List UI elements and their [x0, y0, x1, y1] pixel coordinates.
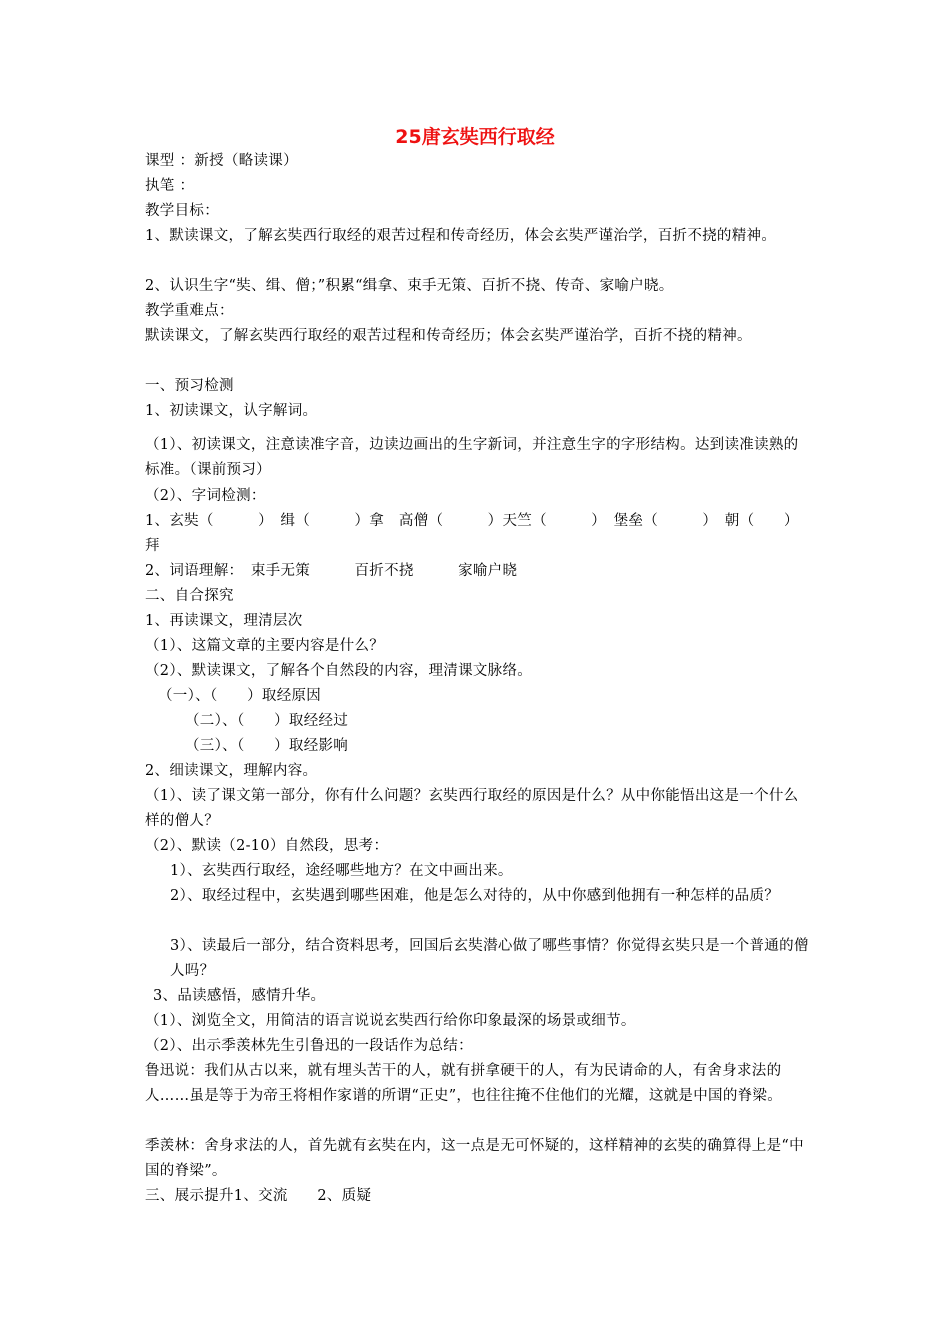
outline-item: （一）、（ ）取经原因 — [158, 688, 322, 704]
quote-ji-xianlin: 季羡林：舍身求法的人，首先就有玄奘在内，这一点是无可怀疑的，这样精神的玄奘的确算得上是“中国的脊梁”。 — [145, 1138, 804, 1179]
page-title: 25唐玄奘西行取经 — [395, 126, 555, 148]
question: 2）、取经过程中，玄奘遇到哪些困难，他是怎么对待的，从中你感到他拥有一种怎样的品质？ — [170, 888, 780, 904]
paragraph: 1、初读课文，认字解词。 — [145, 403, 318, 419]
objective-1: 1、默读课文，了解玄奘西行取经的艰苦过程和传奇经历，体会玄奘严谨治学，百折不挠的精神。 — [145, 228, 777, 244]
paragraph: （2）、默读课文，了解各个自然段的内容，理清课文脉络。 — [145, 663, 533, 679]
paragraph: （2）、默读（2-10）自然段，思考： — [145, 838, 389, 854]
quote-lu-xun: 鲁迅说：我们从古以来，就有埋头苦干的人，就有拼拿硬干的人，有为民请命的人，有舍身求法的人……虽是等于为帝王将相作家谱的所谓“正史”，也往往掩不住他们的光耀，这就是中国的脊梁。 — [145, 1063, 783, 1104]
question: 3）、读最后一部分，结合资料思考，回国后玄奘潜心做了哪些事情？你觉得玄奘只是一个普通的僧人吗？ — [170, 938, 809, 979]
paragraph: （1）、初读课文，注意读准字音，边读边画出的生字新词，并注意生字的字形结构。达到读准读熟的标准。（课前预习） — [145, 437, 799, 478]
paragraph: （1）、浏览全文，用简洁的语言说说玄奘西行给你印象最深的场景或细节。 — [145, 1013, 636, 1029]
paragraph: （2）、出示季羡林先生引鲁迅的一段话作为总结： — [145, 1038, 473, 1054]
objective-2: 2、认识生字“奘、缉、僧；”积累“缉拿、束手无策、百折不挠、传奇、家喻户晓。 — [145, 278, 674, 294]
vocab-check: 1、玄奘（ ） 缉（ ）拿 高僧（ ）天竺（ ） 堡垒（ ） 朝（ ）拜 — [145, 513, 799, 554]
section-heading: 教学重难点： — [145, 303, 234, 319]
question: 1）、玄奘西行取经，途经哪些地方？在文中画出来。 — [170, 863, 513, 879]
paragraph: （1）、读了课文第一部分，你有什么问题？玄奘西行取经的原因是什么？从中你能悟出这是一个什么样的僧人？ — [145, 788, 799, 829]
outline-item: （二）、（ ）取经经过 — [185, 713, 349, 729]
paragraph: 3、品读感悟，感情升华。 — [153, 988, 326, 1004]
key-points: 默读课文，了解玄奘西行取经的艰苦过程和传奇经历；体会玄奘严谨治学，百折不挠的精神。 — [145, 328, 752, 344]
section-heading: 二、自合探究 — [145, 588, 234, 604]
paragraph: 2、细读课文，理解内容。 — [145, 763, 318, 779]
section-heading: 一、预习检测 — [145, 378, 234, 394]
lesson-type: 课型 ：新授（略读课） — [145, 153, 298, 169]
vocab-understanding: 2、词语理解： 束手无策 百折不挠 家喻户晓 — [145, 563, 518, 579]
paragraph: 1、再读课文，理清层次 — [145, 613, 303, 629]
section-heading: 三、展示提升1、交流 2、质疑 — [145, 1188, 372, 1204]
paragraph: （1）、这篇文章的主要内容是什么？ — [145, 638, 385, 654]
section-heading: 教学目标： — [145, 203, 219, 219]
paragraph: （2）、字词检测： — [145, 488, 266, 504]
outline-item: （三）、（ ）取经影响 — [185, 738, 349, 754]
author-line: 执笔 ： — [145, 178, 195, 194]
